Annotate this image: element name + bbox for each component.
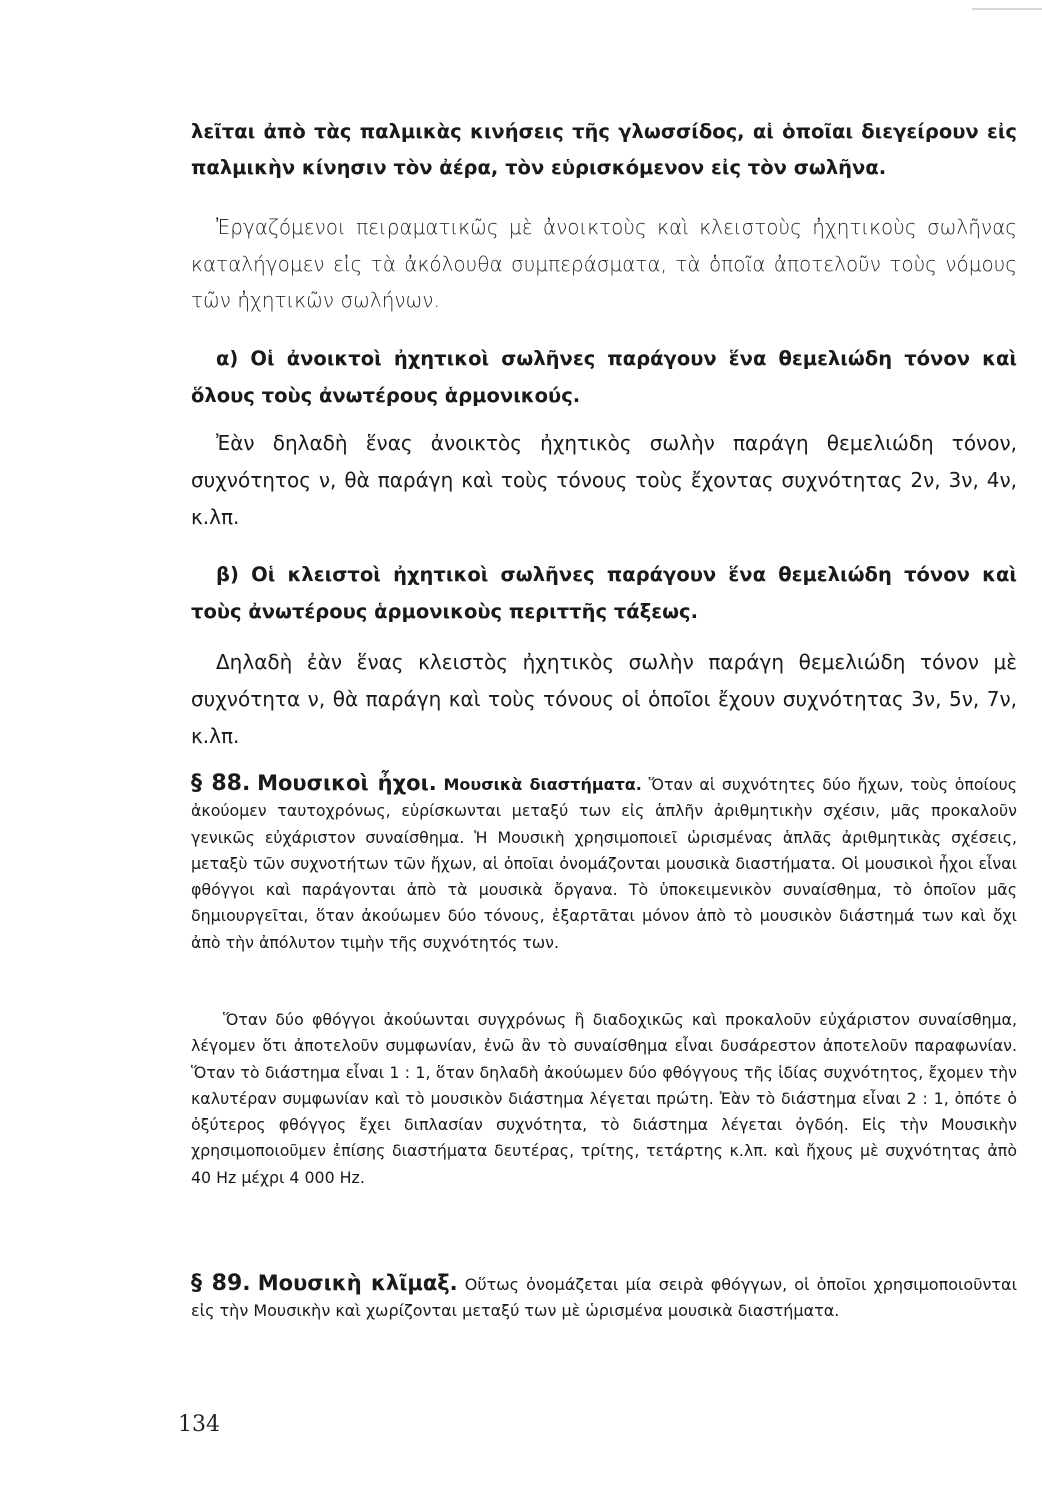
experiment-paragraph: Ἐργαζόμενοι πειραματικῶς μὲ ἀνοικτοὺς καὶ κλειστοὺς ἠχητικοὺς σωλῆνας καταλήγομεν εἰς τὰ ἀκόλουθα συμπεράσματα, τὰ ὁποῖα ἀποτελοῦν τοὺς νόμους τῶν ἠχητικῶν σωλήνων. bbox=[191, 215, 1017, 312]
open-pipe-paragraph: Ἐὰν δηλαδὴ ἕνας ἀνοικτὸς ἠχητικὸς σωλὴν παράγη θεμελιώδη τόνον, συχνότητος ν, θὰ παράγη καὶ τοὺς τόνους τοὺς ἔχοντας συχνότητας 2ν, 3ν, 4ν, κ.λπ. bbox=[191, 431, 1017, 529]
section-89-text: Οὕτως ὀνομάζεται μία σειρὰ φθόγγων, οἱ ὁποῖοι χρησιμοποιοῦνται εἰς τὴν Μουσικὴν καὶ χωρίζονται μεταξύ των μὲ ὡρισμένα μουσικὰ διαστήματα. bbox=[191, 1275, 1017, 1321]
scan-edge-line bbox=[972, 8, 1042, 10]
page-number: 134 bbox=[178, 1412, 220, 1437]
section-88-paragraph bbox=[191, 770, 1017, 956]
law-b-heading: β) Οἱ κλειστοὶ ἠχητικοὶ σωλῆνες παράγουν ἕνα θεμελιώδη τόνον καὶ τοὺς ἀνωτέρους ἁρμονικοὺς περιττῆς τάξεως. bbox=[191, 563, 1017, 623]
law-a-heading: α) Οἱ ἀνοικτοὶ ἠχητικοὶ σωλῆνες παράγουν ἕνα θεμελιώδη τόνον καὶ ὅλους τοὺς ἀνωτέρους ἁρμονικούς. bbox=[191, 347, 1017, 407]
intro-bold-paragraph: λεῖται ἀπὸ τὰς παλμικὰς κινήσεις τῆς γλωσσίδος, αἱ ὁποῖαι διεγείρουν εἰς παλμικὴν κίνησιν τὸν ἀέρα, τὸν εὑρισκόμενον εἰς τὸν σωλῆνα. bbox=[191, 120, 1017, 179]
section-89-number: § 89. bbox=[191, 1271, 251, 1296]
section-88-paragraph-2: Ὅταν δύο φθόγγοι ἀκούωνται συγχρόνως ἢ διαδοχικῶς καὶ προκαλοῦν εὐχάριστον συναίσθημα, λέγομεν ὅτι ἀποτελοῦν συμφωνίαν, ἐνῶ ἂν τὸ συναίσθημα εἶναι δυσάρεστον ἀποτελοῦν παραφωνίαν. Ὅταν τὸ διάστημα εἶναι 1 : 1, ὅταν δηλαδὴ ἀκούωμεν δύο φθόγγους τῆς ἰδίας συχνότητος, ἔχομεν τὴν καλυτέραν συμφωνίαν καὶ τὸ μουσικὸν διάστημα λέγεται πρώτη. Ἐὰν τὸ διάστημα εἶναι 2 : 1, ὁπότε ὁ ὀξύτερος φθόγγος ἔχει διπλασίαν συχνότητα, τὸ διάστημα λέγεται ὀγδόη. Εἰς τὴν Μουσικὴν χρησιμοποιοῦμεν ἐπίσης διαστήματα δευτέρας, τρίτης, τετάρτης κ.λπ. καὶ ἤχους μὲ συχνότητας ἀπὸ 40 Hz μέχρι 4 000 Hz. bbox=[191, 1010, 1017, 1187]
section-88-subtitle: Μουσικὰ διαστήματα. bbox=[443, 775, 642, 794]
section-88-number: § 88. bbox=[191, 771, 251, 796]
section-89-paragraph bbox=[191, 1270, 1017, 1325]
closed-pipe-paragraph: Δηλαδὴ ἐὰν ἕνας κλειστὸς ἠχητικὸς σωλὴν παράγη θεμελιώδη τόνον μὲ συχνότητα ν, θὰ παράγη καὶ τοὺς τόνους οἱ ὁποῖοι ἔχουν συχνότητας 3ν, 5ν, 7ν, κ.λπ. bbox=[191, 650, 1017, 748]
section-88-title: Μουσικοὶ ἦχοι. bbox=[257, 771, 437, 795]
section-89-title: Μουσικὴ κλῖμαξ. bbox=[257, 1271, 458, 1295]
section-88-text: Ὅταν αἱ συχνότητες δύο ἤχων, τοὺς ὁποίους ἀκούομεν ταυτοχρόνως, εὑρίσκωνται μεταξύ των εἰς ἁπλῆν ἀριθμητικὴν σχέσιν, μᾶς προκαλοῦν γενικῶς εὐχάριστον συναίσθημα. Ἡ Μουσικὴ χρησιμοποιεῖ ὡρισμένας ἁπλᾶς ἀριθμητικὰς σχέσεις, μεταξὺ τῶν συχνοτήτων τῶν ἤχων, αἱ ὁποῖαι ὀνομάζονται μουσικὰ διαστήματα. Οἱ μουσικοὶ ἦχοι εἶναι φθόγγοι καὶ παράγονται ἀπὸ τὰ μουσικὰ ὄργανα. Τὸ ὑποκειμενικὸν συναίσθημα, τὸ ὁποῖον μᾶς δημιουργεῖται, ὅταν ἀκούωμεν δύο τόνους, ἐξαρτᾶται μόνον ἀπὸ τὸ μουσικὸν διάστημά των καὶ ὄχι ἀπὸ τὴν ἀπόλυτον τιμὴν τῆς συχνότητός των. bbox=[191, 775, 1017, 952]
